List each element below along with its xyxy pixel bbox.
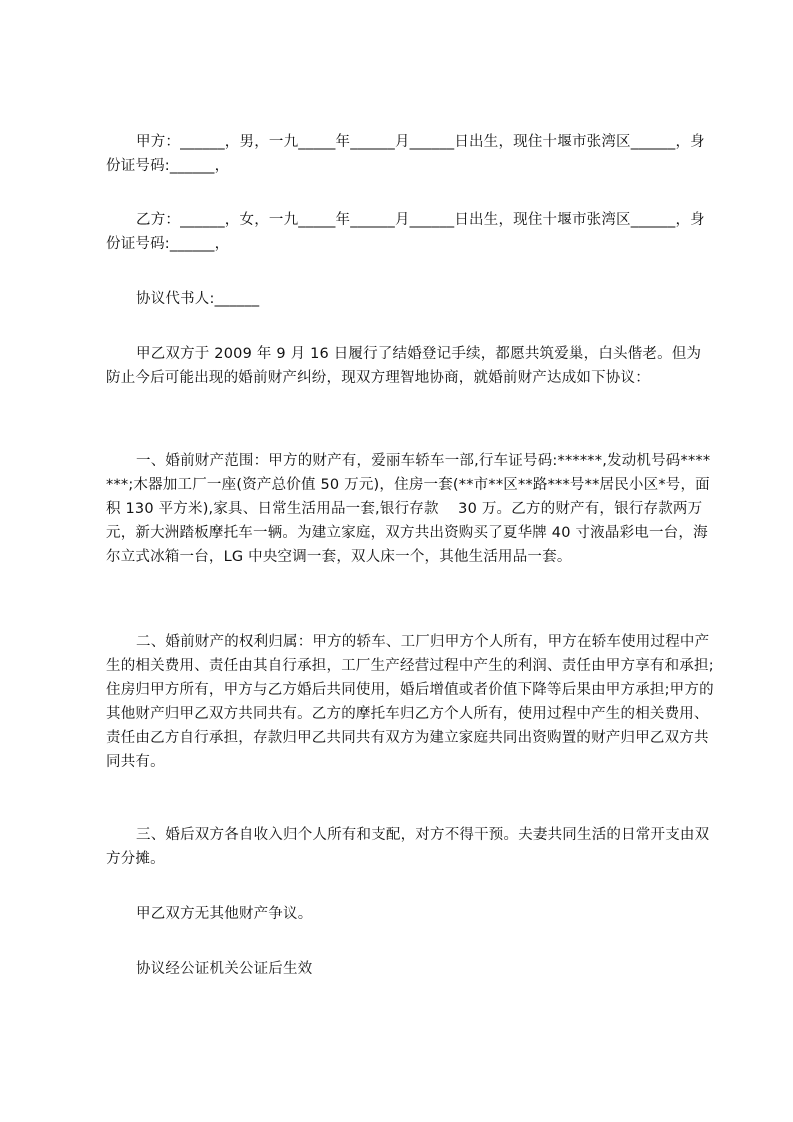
clause-2-paragraph: 二、婚前财产的权利归属：甲方的轿车、工厂归甲方个人所有，甲方在轿车使用过程中产生的相关费用、责任由其自行承担，工厂生产经营过程中产生的利润、责任由甲方享有和承担;住房归甲方所有，甲方与乙方婚后共同使用，婚后增值或者价值下降等后果由甲方承担;甲方的其他财产归甲乙双方共同共有。乙方的摩托车归乙方个人所有，使用过程中产生的相关费用、责任由乙方自行承担，存款归甲乙共同共有双方为建立家庭共同出资购置的财产归甲乙双方共同共有。 bbox=[106, 634, 714, 770]
agent-paragraph: 协议代书人:______ bbox=[136, 291, 260, 307]
clause-3-paragraph: 三、婚后双方各自收入归个人所有和支配，对方不得干预。夫妻共同生活的日常开支由双方分摊。 bbox=[106, 827, 710, 867]
party-a-paragraph: 甲方：______，男，一九_____年______月______日出生，现住十堰市张湾区______，身份证号码:______， bbox=[106, 134, 705, 174]
clause-1-paragraph: 一、婚前财产范围：甲方的财产有，爱丽车轿车一部,行车证号码:******,发动机号码*******;木器加工厂一座(资产总价值 50 万元)，住房一套(**市**区**路***号**居民小区*号，面积 130 平方米),家具、日常生活用品一套,银行存款 30 万。乙方的财产有，银行存款两万元，新大洲踏板摩托车一辆。为建立家庭，双方共出资购买了夏华牌 40 寸液晶彩电一台，海尔立式冰箱一台，LG 中央空调一套，双人床一个，其他生活用品一套。 bbox=[106, 453, 711, 565]
preamble-paragraph: 甲乙双方于 2009 年 9 月 16 日履行了结婚登记手续，都愿共筑爱巢，白头偕老。但为防止今后可能出现的婚前财产纠纷，现双方理智地协商，就婚前财产达成如下协议： bbox=[106, 346, 702, 386]
no-dispute-paragraph: 甲乙双方无其他财产争议。 bbox=[136, 906, 313, 922]
party-b-paragraph: 乙方：______，女，一九_____年______月______日出生，现住十堰市张湾区______，身份证号码:______， bbox=[106, 212, 705, 252]
effective-paragraph: 协议经公证机关公证后生效 bbox=[136, 961, 313, 977]
